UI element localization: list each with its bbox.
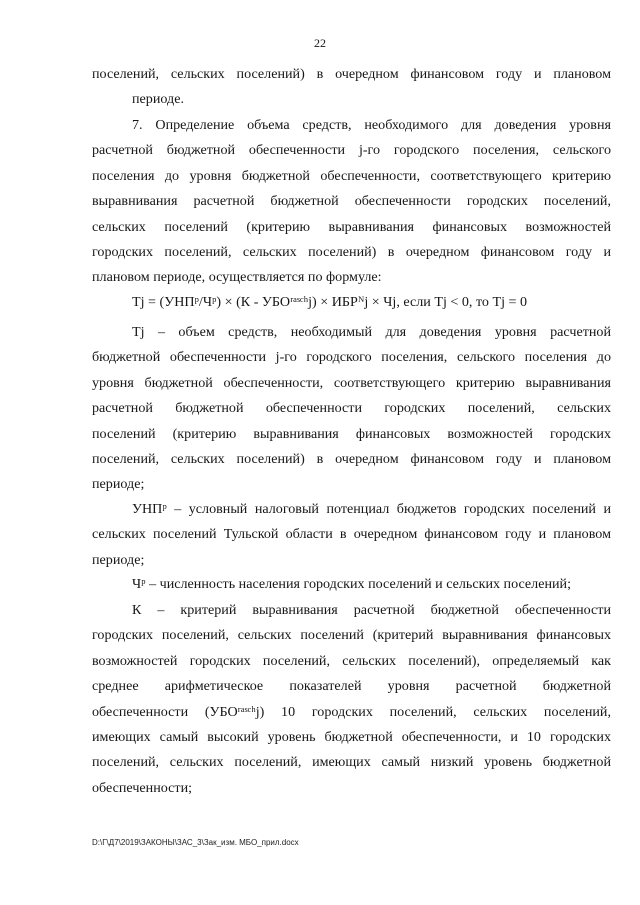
text-line: выравнивания расчетной бюджетной обеспеченности городских поселений, — [92, 193, 611, 210]
paragraph-unp-definition — [92, 497, 611, 573]
text-line: обеспеченности (УБОʳᵃˢᶜʰj) 10 городских поселений, сельских поселений, — [92, 703, 611, 720]
text-line: сельских поселений (критерию выравнивания финансовых возможностей — [92, 218, 611, 235]
text-line: возможностей городских поселений, сельских поселений), определяемый как — [92, 652, 611, 669]
paragraph-continuation — [92, 62, 611, 113]
paragraph-ch-definition — [92, 572, 611, 597]
text-line: расчетной бюджетной обеспеченности городских поселений, сельских — [92, 400, 611, 417]
text-line: поселений, сельских поселений) в очередном финансовом году и плановом — [92, 450, 611, 467]
paragraph-k-definition — [92, 598, 611, 801]
text-line: поселений, сельских поселений) в очередном финансовом году и плановом — [92, 66, 611, 82]
text-line: К – критерий выравнивания расчетной бюджетной обеспеченности — [132, 602, 611, 618]
text-line: 7. Определение объема средств, необходимого для доведения уровня — [132, 117, 611, 133]
text-line: УНПᵖ – условный налоговый потенциал бюджетов городских поселений и — [132, 501, 611, 517]
text-line: Tj – объем средств, необходимый для доведения уровня расчетной — [132, 324, 611, 340]
text-line: городских поселений, сельских поселений) в очередном финансовом году и — [92, 243, 611, 260]
text-line: периоде. — [132, 91, 184, 108]
formula-line: Tj = (УНПᵖ/Чᵖ) × (К - УБОʳᵃˢᶜʰj) × ИБРᴺj × Чj, если Tj < 0, то Tj = 0 — [132, 294, 528, 310]
text-line: периоде; — [92, 476, 145, 493]
text-line: сельских поселений Тульской области в очередном финансовом году и плановом — [92, 526, 611, 543]
text-line: плановом периоде, осуществляется по формуле: — [92, 269, 382, 286]
text-line: уровня бюджетной обеспеченности, соответствующего критерию выравнивания — [92, 374, 611, 391]
footer-file-path: D:\Г\Д7\2019\ЗАКОНЫ\ЗАС_3\Зак_изм. МБО_прил.docx — [92, 838, 299, 847]
text-line: обеспеченности; — [92, 779, 193, 796]
text-line: поселений, сельских поселений, имеющих самый низкий уровень бюджетной — [92, 754, 611, 771]
text-line: расчетной бюджетной обеспеченности j-го городского поселения, сельского — [92, 142, 611, 159]
text-line: периоде; — [92, 551, 145, 568]
text-line: поселений (критерию выравнивания финансовых возможностей городских — [92, 425, 611, 442]
text-line: городских поселений, сельских поселений (критерий выравнивания финансовых — [92, 627, 611, 644]
text-line: Чᵖ – численность населения городских поселений и сельских поселений; — [132, 576, 572, 592]
formula — [92, 290, 611, 315]
text-line: имеющих самый высокий уровень бюджетной обеспеченности, и 10 городских — [92, 728, 611, 745]
text-line: поселения до уровня бюджетной обеспеченности, соответствующего критерию — [92, 167, 611, 184]
page-number: 22 — [314, 36, 326, 50]
text-line: среднее арифметическое показателей уровня расчетной бюджетной — [92, 678, 611, 695]
text-line: бюджетной обеспеченности j-го городского поселения, сельского поселения до — [92, 349, 611, 366]
paragraph-item-7 — [92, 113, 611, 291]
paragraph-tj-definition — [92, 320, 611, 498]
